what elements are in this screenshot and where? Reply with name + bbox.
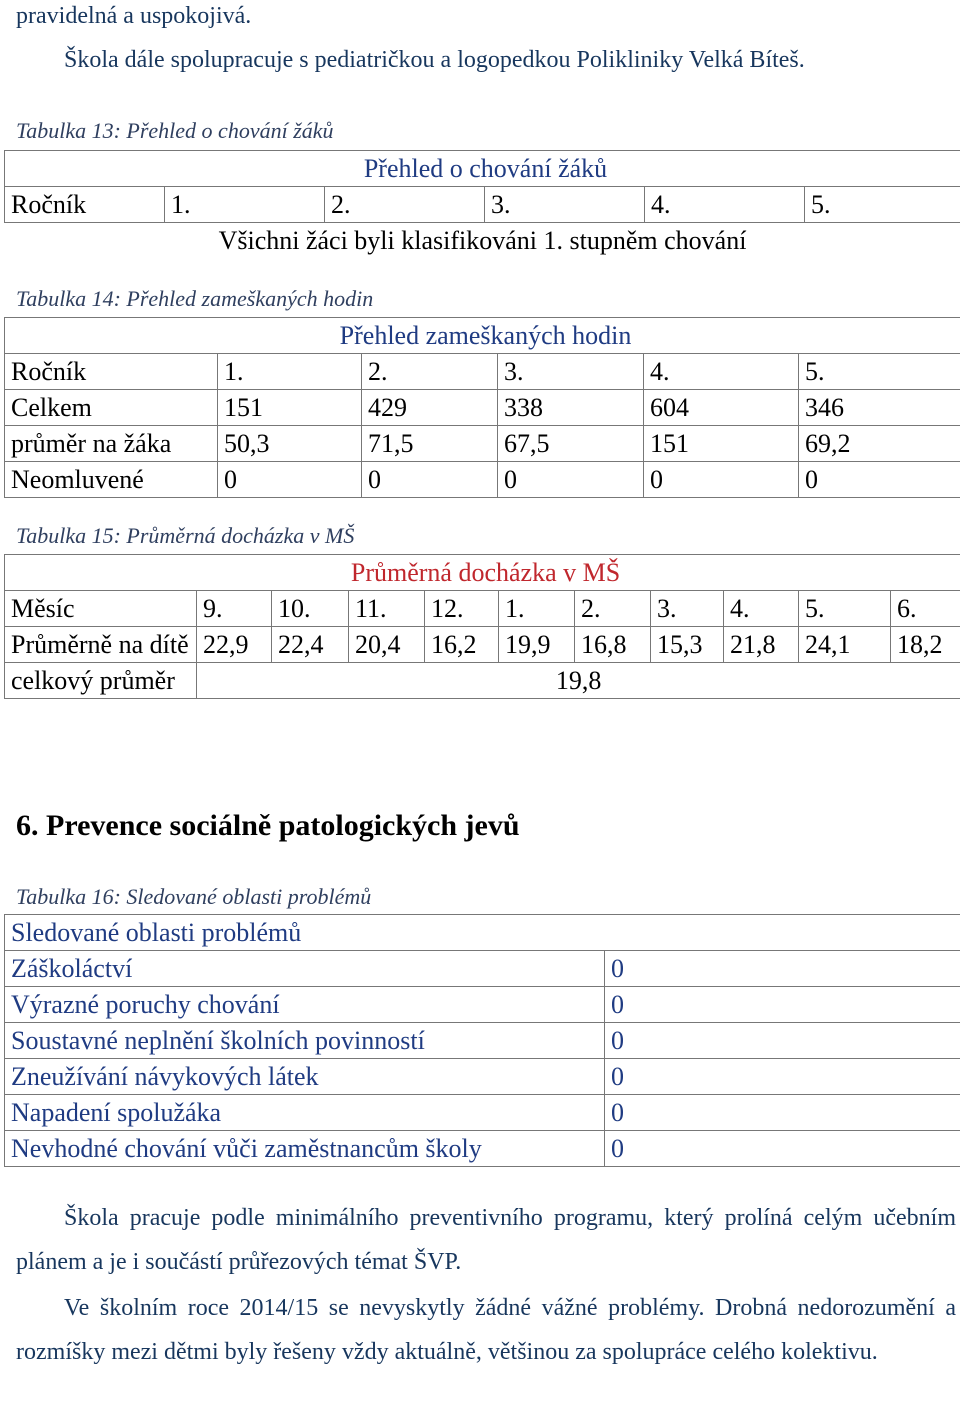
table-13-note: Všichni žáci byli klasifikováni 1. stupněm chování bbox=[218, 226, 747, 255]
table-13-row-label: Ročník bbox=[5, 187, 165, 223]
cell: 0 bbox=[362, 462, 498, 498]
avg-cell: 16,8 bbox=[575, 627, 651, 663]
cell: 67,5 bbox=[498, 426, 644, 462]
avg-cell: 15,3 bbox=[651, 627, 724, 663]
avg-cell: 21,8 bbox=[724, 627, 799, 663]
row-label: Nevhodné chování vůči zaměstnancům školy bbox=[5, 1131, 605, 1167]
intro-line-2: Škola dále spolupracuje s pediatričkou a logopedkou Polikliniky Velká Bíteš. bbox=[64, 47, 805, 73]
table-13-caption: Tabulka 13: Přehled o chování žáků bbox=[16, 118, 334, 143]
table-row bbox=[5, 591, 960, 627]
row-label: celkový průměr bbox=[5, 663, 197, 699]
table-16 bbox=[4, 914, 960, 1167]
cell: 0 bbox=[218, 462, 362, 498]
month-cell: 11. bbox=[349, 591, 425, 627]
table-13 bbox=[4, 150, 960, 258]
table-13-grade: 2. bbox=[325, 187, 485, 223]
cell: 69,2 bbox=[799, 426, 960, 462]
month-cell: 3. bbox=[651, 591, 724, 627]
avg-cell: 24,1 bbox=[799, 627, 891, 663]
table-15-title: Průměrná docházka v MŠ bbox=[5, 555, 960, 591]
month-cell: 1. bbox=[499, 591, 575, 627]
avg-cell: 20,4 bbox=[349, 627, 425, 663]
cell: 0 bbox=[799, 462, 960, 498]
cell: 3. bbox=[498, 354, 644, 390]
row-value: 0 bbox=[605, 987, 960, 1023]
cell: 346 bbox=[799, 390, 960, 426]
total-average: 19,8 bbox=[197, 663, 960, 699]
cell: 0 bbox=[498, 462, 644, 498]
table-16-title: Sledované oblasti problémů bbox=[5, 915, 960, 951]
cell: 0 bbox=[644, 462, 799, 498]
avg-cell: 22,4 bbox=[272, 627, 349, 663]
table-row bbox=[5, 354, 960, 390]
month-cell: 10. bbox=[272, 591, 349, 627]
row-label: Záškoláctví bbox=[5, 951, 605, 987]
intro-line-1: pravidelná a uspokojivá. bbox=[16, 3, 252, 29]
table-row bbox=[5, 1131, 960, 1167]
row-label: Napadení spolužáka bbox=[5, 1095, 605, 1131]
cell: 1. bbox=[218, 354, 362, 390]
row-label: Průměrně na dítě bbox=[5, 627, 197, 663]
section-heading: 6. Prevence sociálně patologických jevů bbox=[16, 809, 520, 842]
table-14-caption: Tabulka 14: Přehled zameškaných hodin bbox=[16, 286, 374, 311]
month-cell: 2. bbox=[575, 591, 651, 627]
table-row bbox=[5, 663, 960, 699]
row-label: Zneužívání návykových látek bbox=[5, 1059, 605, 1095]
table-row bbox=[5, 390, 960, 426]
cell: 338 bbox=[498, 390, 644, 426]
row-label: Neomluvené bbox=[5, 462, 218, 498]
table-row bbox=[5, 627, 960, 663]
month-cell: 9. bbox=[197, 591, 272, 627]
table-13-grade: 4. bbox=[645, 187, 805, 223]
avg-cell: 16,2 bbox=[425, 627, 499, 663]
cell: 50,3 bbox=[218, 426, 362, 462]
table-13-grade: 5. bbox=[805, 187, 960, 223]
closing-paragraph-2: Ve školním roce 2014/15 se nevyskytly žádné vážné problémy. Drobná nedorozumění a rozmíšky mezi dětmi byly řešeny vždy aktuálně, většinou za spolupráce celého kolektivu. bbox=[16, 1295, 956, 1365]
row-label: Soustavné neplnění školních povinností bbox=[5, 1023, 605, 1059]
row-label: Ročník bbox=[5, 354, 218, 390]
table-row bbox=[5, 1095, 960, 1131]
table-13-grade: 3. bbox=[485, 187, 645, 223]
row-label: Měsíc bbox=[5, 591, 197, 627]
table-15-caption: Tabulka 15: Průměrná docházka v MŠ bbox=[16, 523, 355, 548]
cell: 604 bbox=[644, 390, 799, 426]
month-cell: 5. bbox=[799, 591, 891, 627]
table-row bbox=[5, 1059, 960, 1095]
row-value: 0 bbox=[605, 1059, 960, 1095]
avg-cell: 22,9 bbox=[197, 627, 272, 663]
cell: 2. bbox=[362, 354, 498, 390]
cell: 151 bbox=[644, 426, 799, 462]
table-14-title: Přehled zameškaných hodin bbox=[5, 318, 960, 354]
table-15 bbox=[4, 554, 960, 699]
row-value: 0 bbox=[605, 1095, 960, 1131]
row-value: 0 bbox=[605, 951, 960, 987]
table-14 bbox=[4, 317, 960, 498]
row-value: 0 bbox=[605, 1023, 960, 1059]
month-cell: 4. bbox=[724, 591, 799, 627]
cell: 4. bbox=[644, 354, 799, 390]
table-row bbox=[5, 951, 960, 987]
row-label: Výrazné poruchy chování bbox=[5, 987, 605, 1023]
avg-cell: 18,2 bbox=[891, 627, 960, 663]
closing-paragraph-1: Škola pracuje podle minimálního preventivního programu, který prolíná celým učebním plánem a je i součástí průřezových témat ŠVP. bbox=[16, 1205, 956, 1275]
cell: 71,5 bbox=[362, 426, 498, 462]
table-13-grade: 1. bbox=[165, 187, 325, 223]
month-cell: 6. bbox=[891, 591, 960, 627]
avg-cell: 19,9 bbox=[499, 627, 575, 663]
month-cell: 12. bbox=[425, 591, 499, 627]
row-label: průměr na žáka bbox=[5, 426, 218, 462]
cell: 5. bbox=[799, 354, 960, 390]
cell: 151 bbox=[218, 390, 362, 426]
row-label: Celkem bbox=[5, 390, 218, 426]
table-row bbox=[5, 1023, 960, 1059]
row-value: 0 bbox=[605, 1131, 960, 1167]
table-row bbox=[5, 462, 960, 498]
table-row bbox=[5, 426, 960, 462]
table-16-caption: Tabulka 16: Sledované oblasti problémů bbox=[16, 884, 372, 909]
table-13-title: Přehled o chování žáků bbox=[5, 151, 960, 187]
table-row bbox=[5, 987, 960, 1023]
cell: 429 bbox=[362, 390, 498, 426]
